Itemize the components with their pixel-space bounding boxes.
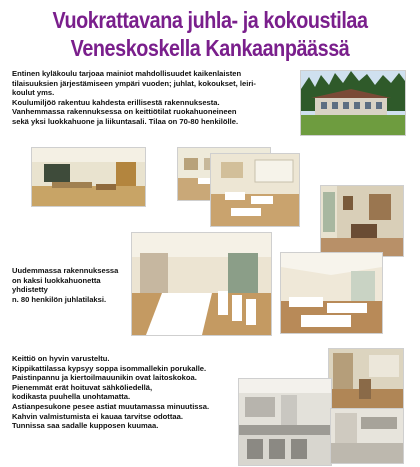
party-hall-photo-1 [131,232,272,336]
kitchen-photo-2 [238,378,332,466]
party-hall-photo-2 [280,252,383,334]
intro-line: tilaisuuksien järjestämiseen ympäri vuoden; juhlat, kokoukset, leiri- [12,78,256,88]
intro-line: koulut yms. [12,88,55,98]
intro-line: Koulumiljöö rakentuu kahdesta erillisestä rakennuksesta. [12,97,220,107]
school-building-photo [300,70,406,136]
new-building-line: n. 80 henkilön juhlatilaksi. [12,294,107,304]
kitchen-line: Kahvin valmistumista ei kauaa tarvitse odottaa. [12,411,183,421]
new-building-line: Uudemmassa rakennuksessa [12,266,119,275]
kitchen-line: Astianpesukone pesee astiat muutamassa minuutissa. [12,401,210,411]
kitchen-line: kodikasta puuhella unohtamatta. [12,392,131,402]
new-building-line: yhdistetty [12,285,48,295]
kitchen-line: Pienemmät erät hoituvat sähköliedellä, [12,382,153,392]
kitchen-line: Tunnissa saa sadalle kupposen kuumaa. [12,421,159,431]
room-interior-photo [320,185,404,257]
kitchen-paragraph [12,354,209,431]
new-building-paragraph [12,266,118,304]
classroom-photo-3 [210,153,300,227]
intro-line: sekä yksi luokkahuone ja liikuntasali. Tilaa on 70-80 henkilölle. [12,116,239,126]
kitchen-line: Kippikattilassa kypsyy soppa isommallekin porukalle. [12,363,207,373]
kitchen-photo-3 [330,408,404,464]
page-title-line-1: Vuokrattavana juhla- ja kokoustilaa [52,7,368,33]
new-building-line: on kaksi luokkahuonetta [12,275,101,285]
intro-line: Entinen kyläkoulu tarjoaa mainiot mahdollisuudet kaikenlaisten [12,69,242,78]
page-title-line-2: Veneskoskella Kankaanpäässä [70,35,350,61]
intro-paragraph [12,69,256,127]
kitchen-line: Keittiö on hyvin varusteltu. [12,354,110,363]
kitchen-line: Paistinpannu ja kiertoilmauunikin ovat laitoskokoa. [12,373,197,383]
classroom-photo-1 [31,147,146,207]
kitchen-photo-1 [328,348,404,410]
intro-line: Vanhemmassa rakennuksessa on keittiötilat ruokahuoneineen [12,107,237,117]
